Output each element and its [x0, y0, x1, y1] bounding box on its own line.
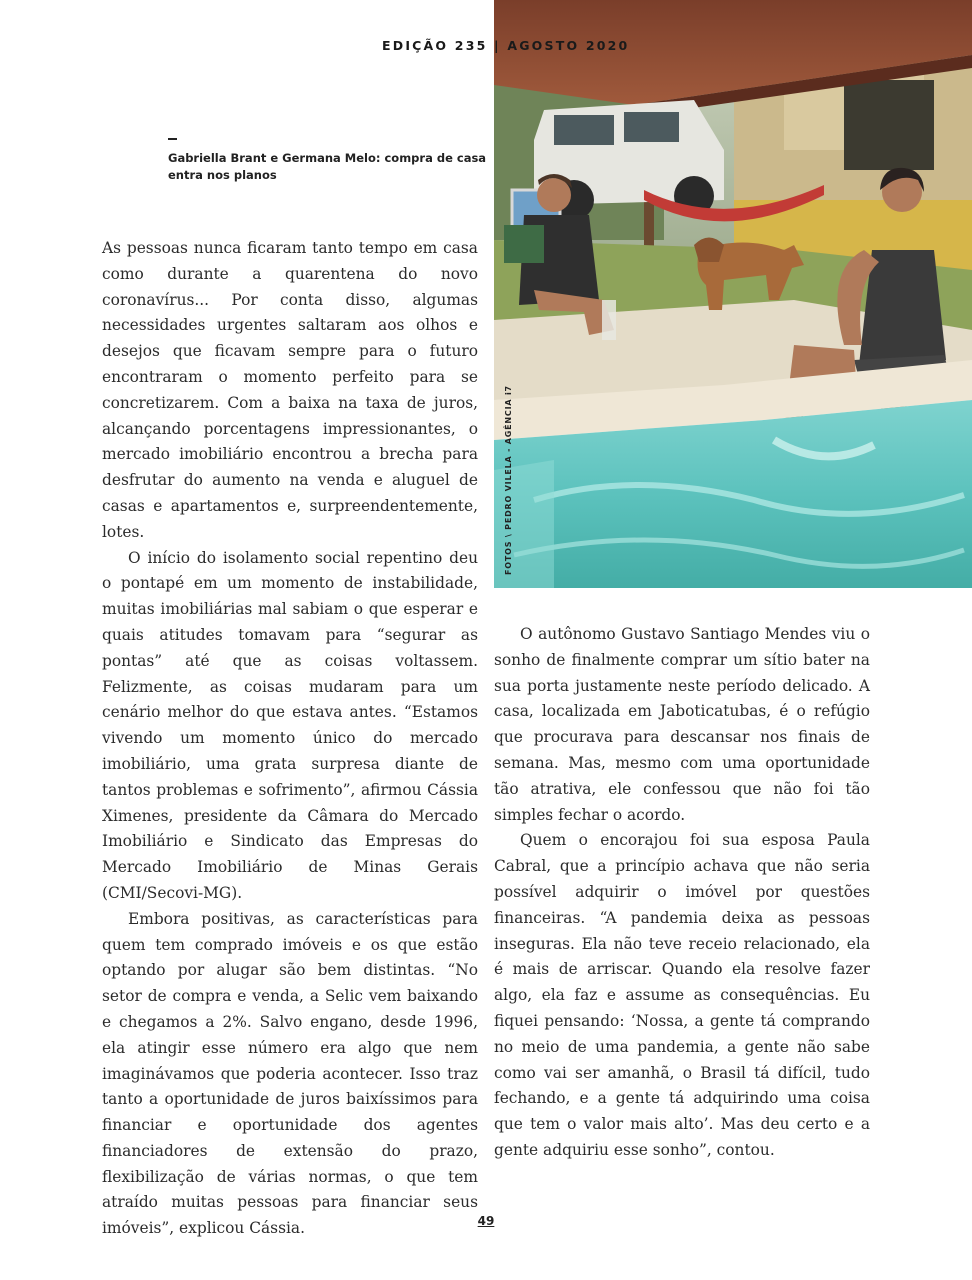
paragraph: Quem o encorajou foi sua esposa Paula Cabral, que a princípio achava que não seria possível adquirir o imóvel por questões financeiras. “A pandemia deixa as pessoas inseguras. Ela não teve receio relacionado, ela é mais de arriscar. Quando ela resolve fazer algo, ela faz e assume as consequências. Eu fiquei pensando: ‘Nossa, a gente tá comprando no meio de uma pandemia, a gente não sabe como vai ser amanhã, o Brasil tá difícil, tudo fechando, e a gente tá adquirindo uma coisa que tem o valor mais alto’. Mas deu certo e a gente adquiriu esse sonho”, contou. — [494, 831, 870, 1159]
article-photo — [494, 0, 972, 588]
photo-credit: FOTOS \ PEDRO VILELA - AGÊNCIA i7 — [504, 385, 513, 575]
paragraph: O autônomo Gustavo Santiago Mendes viu o sonho de finalmente comprar um sítio bater na sua porta justamente neste período delicado. A casa, localizada em Jaboticatubas, é o refúgio que procurava para descansar nos finais de semana. Mas, mesmo com uma oportunidade tão atrativa, ele confessou que não foi tão simples fechar o acordo. — [494, 625, 870, 824]
page-number: 49 — [477, 1214, 495, 1228]
paragraph: As pessoas nunca ficaram tanto tempo em casa como durante a quarentena do novo coronavírus... Por conta disso, algumas necessidades urgentes saltaram aos olhos e desejos que ficavam sempre para o futuro encontraram o momento perfeito para se concretizarem. Com a baixa na taxa de juros, alcançando porcentagens impressionantes, o mercado imobiliário encontrou a brecha para desfrutar do aumento na venda e aluguel de casas e apartamentos e, surpreendentemente, lotes. — [102, 239, 478, 541]
article-column-right — [494, 622, 870, 1164]
photo-caption: Gabriella Brant e Germana Melo: compra de casa entra nos planos — [168, 151, 487, 182]
edition-header: EDIÇÃO 235 | AGOSTO 2020 — [382, 38, 630, 53]
paragraph: Embora positivas, as características para quem tem comprado imóveis e os que estão optando por alugar são bem distintas. “No setor de compra e venda, a Selic vem baixando e chegamos a 2%. Salvo engano, desde 1996, ela atingir esse número era algo que nem imaginávamos que poderia acontecer. Isso traz tanto a oportunidade de juros baixíssimos para financiar e oportunidade dos agentes financiadores de extensão do prazo, flexibilização de várias normas, o que tem atraído muitas pessoas para financiar seus imóveis”, explicou Cássia. — [102, 909, 478, 1238]
paragraph: O início do isolamento social repentino deu o pontapé em um momento de instabilidade, muitas imobiliárias mal sabiam o que esperar e quais atitudes tomavam para “segurar as pontas” até que as coisas voltassem. Felizmente, as coisas mudaram para um cenário melhor do que estava antes. “Estamos vivendo um momento único do mercado imobiliário, uma grata surpresa diante de tantos problemas e sofrimento”, afirmou Cássia Ximenes, presidente da Câmara do Mercado Imobiliário e Sindicato das Empresas do Mercado Imobiliário de Minas Gerais (CMI/Secovi-MG). — [102, 548, 478, 902]
caption-dash — [168, 138, 177, 140]
article-column-left — [102, 236, 478, 1242]
